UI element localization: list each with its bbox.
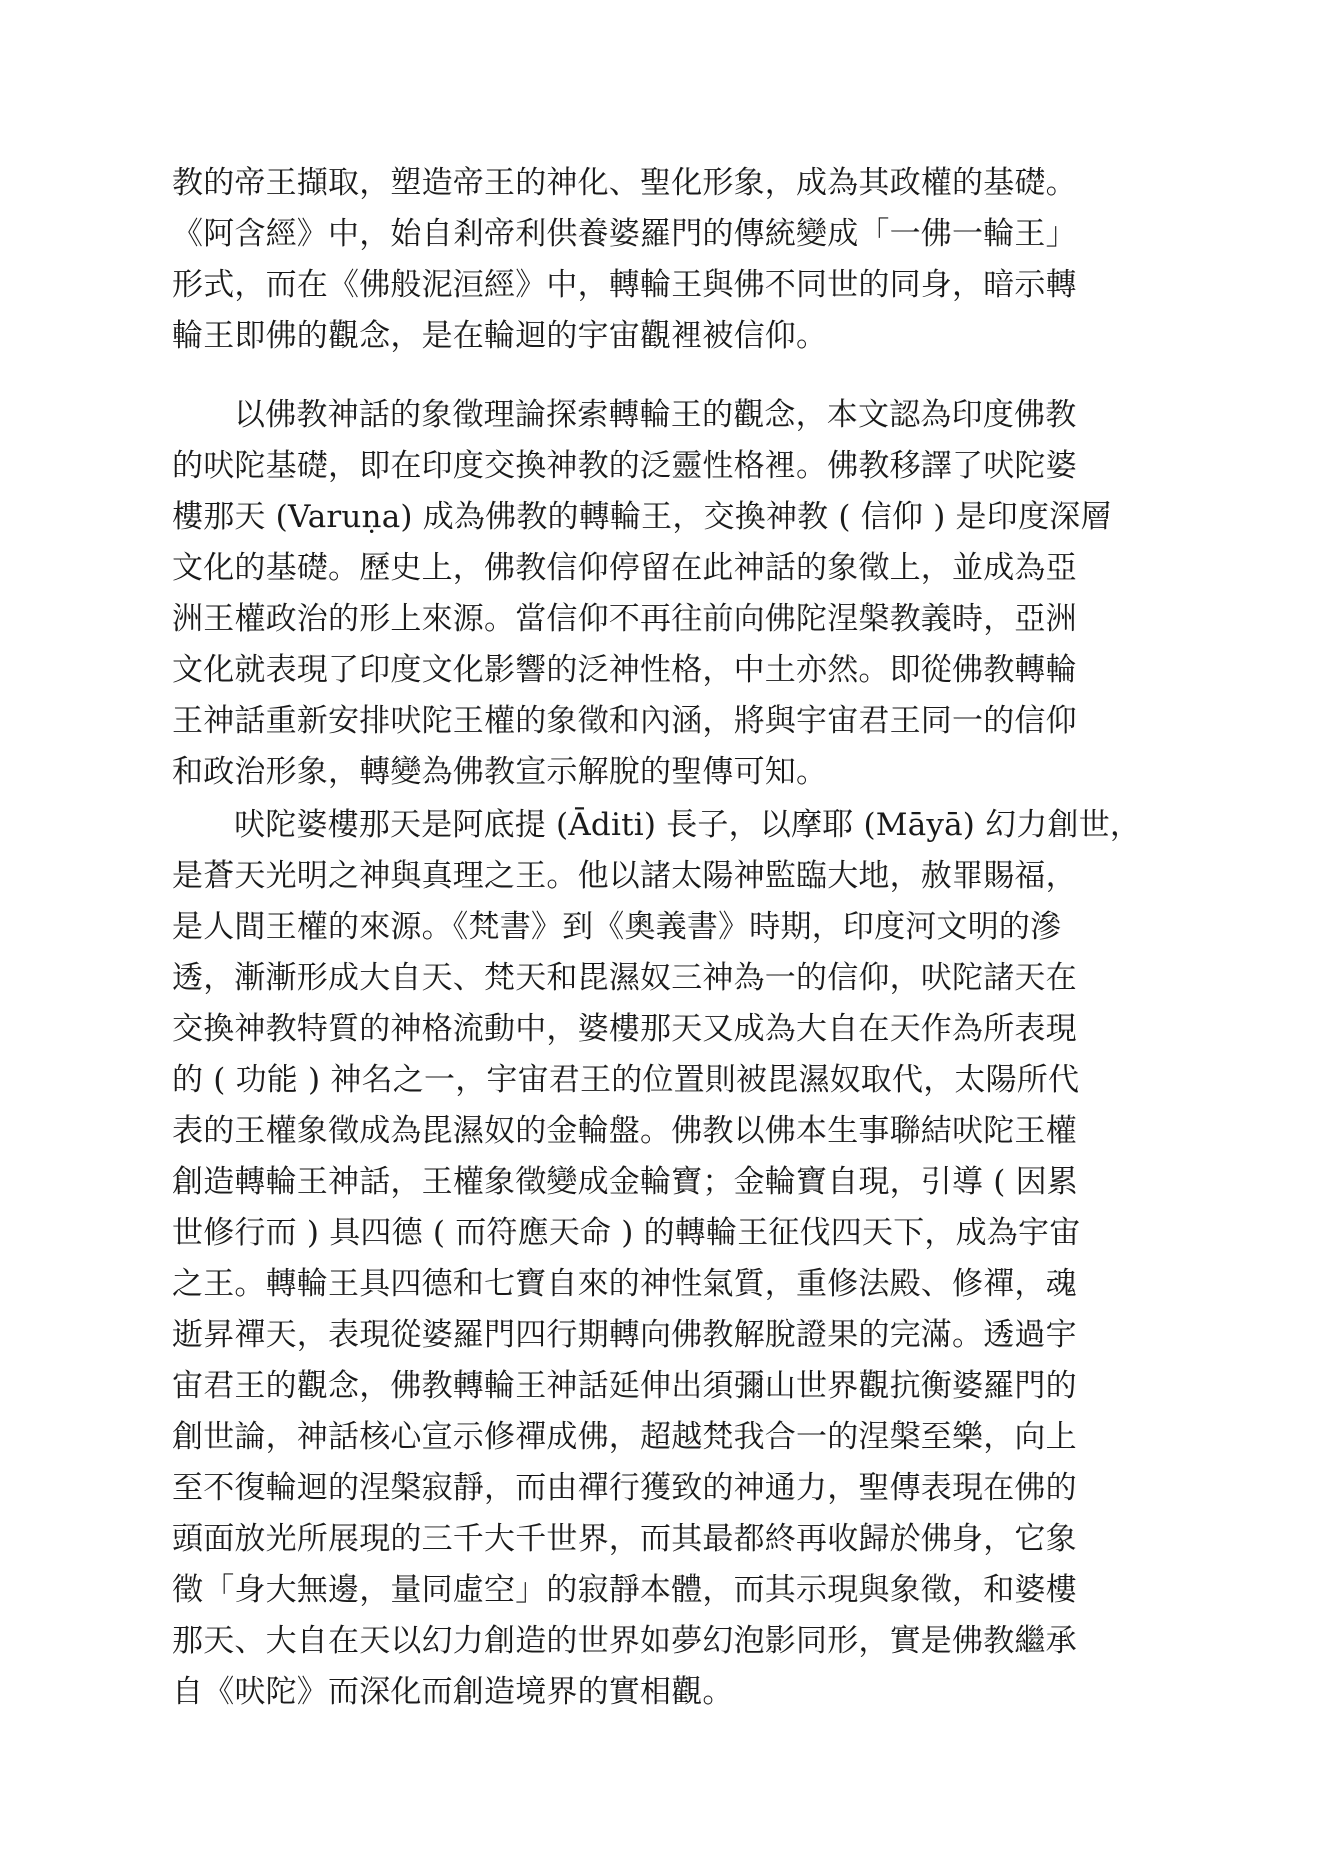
text-line: 《阿含經》中，始自剎帝利供養婆羅門的傳統變成「一佛一輪王」 <box>172 216 1077 252</box>
text-line: 逝昇禪天，表現從婆羅門四行期轉向佛教解脫證果的完滿。透過宇 <box>172 1317 1077 1353</box>
text-line: 教的帝王擷取，塑造帝王的神化、聖化形象，成為其政權的基礎。 <box>172 165 1077 201</box>
text-line: 表的王權象徵成為毘濕奴的金輪盤。佛教以佛本生事聯結吠陀王權 <box>172 1113 1077 1149</box>
text-line: 是人間王權的來源。《梵書》到《奧義書》時期，印度河文明的滲 <box>172 909 1062 945</box>
text-line: 的吠陀基礎，即在印度交換神教的泛靈性格裡。佛教移譯了吠陀婆 <box>172 448 1077 484</box>
text-line: 樓那天 (Varuṇa) 成為佛教的轉輪王，交換神教 ( 信仰 ) 是印度深層 <box>172 499 1112 535</box>
text-line: 自《吠陀》而深化而創造境界的實相觀。 <box>172 1674 734 1710</box>
text-line: 之王。轉輪王具四德和七寶自來的神性氣質，重修法殿、修禪，魂 <box>172 1266 1077 1302</box>
paragraph-2 <box>172 390 1192 798</box>
text-line: 創世論，神話核心宣示修禪成佛，超越梵我合一的涅槃至樂，向上 <box>172 1419 1077 1455</box>
text-line: 世修行而 ) 具四德 ( 而符應天命 ) 的轉輪王征伐四天下，成為宇宙 <box>172 1215 1081 1251</box>
text-line: 輪王即佛的觀念，是在輪迴的宇宙觀裡被信仰。 <box>172 318 828 354</box>
text-line: 文化就表現了印度文化影響的泛神性格，中土亦然。即從佛教轉輪 <box>172 652 1077 688</box>
text-line: 以佛教神話的象徵理論探索轉輪王的觀念，本文認為印度佛教 <box>234 397 1077 433</box>
text-line: 透，漸漸形成大自天、梵天和毘濕奴三神為一的信仰，吠陀諸天在 <box>172 960 1077 996</box>
text-line: 吠陀婆樓那天是阿底提 (Āditi) 長子，以摩耶 (Māyā) 幻力創世， <box>234 807 1142 843</box>
text-line: 宙君王的觀念，佛教轉輪王神話延伸出須彌山世界觀抗衡婆羅門的 <box>172 1368 1077 1404</box>
text-line: 王神話重新安排吠陀王權的象徵和內涵，將與宇宙君王同一的信仰 <box>172 703 1077 739</box>
text-line: 洲王權政治的形上來源。當信仰不再往前向佛陀涅槃教義時，亞洲 <box>172 601 1077 637</box>
text-line: 創造轉輪王神話，王權象徵變成金輪寶；金輪寶自現，引導 ( 因累 <box>172 1164 1078 1200</box>
text-line: 頭面放光所展現的三千大千世界，而其最都終再收歸於佛身，它象 <box>172 1521 1077 1557</box>
text-line: 的 ( 功能 ) 神名之一，宇宙君王的位置則被毘濕奴取代，太陽所代 <box>172 1062 1080 1098</box>
text-line: 形式，而在《佛般泥洹經》中，轉輪王與佛不同世的同身，暗示轉 <box>172 267 1077 303</box>
text-line: 是蒼天光明之神與真理之王。他以諸太陽神監臨大地，赦罪賜福， <box>172 858 1077 894</box>
text-line: 交換神教特質的神格流動中，婆樓那天又成為大自在天作為所表現 <box>172 1011 1077 1047</box>
text-line: 徵「身大無邊，量同虛空」的寂靜本體，而其示現與象徵，和婆樓 <box>172 1572 1077 1608</box>
text-line: 和政治形象，轉變為佛教宣示解脫的聖傳可知。 <box>172 754 828 790</box>
text-line: 至不復輪迴的涅槃寂靜，而由禪行獲致的神通力，聖傳表現在佛的 <box>172 1470 1077 1506</box>
paragraph-1 <box>172 158 1192 362</box>
paragraph-3 <box>172 800 1192 1718</box>
text-line: 文化的基礎。歷史上，佛教信仰停留在此神話的象徵上，並成為亞 <box>172 550 1077 586</box>
text-line: 那天、大自在天以幻力創造的世界如夢幻泡影同形，實是佛教繼承 <box>172 1623 1077 1659</box>
